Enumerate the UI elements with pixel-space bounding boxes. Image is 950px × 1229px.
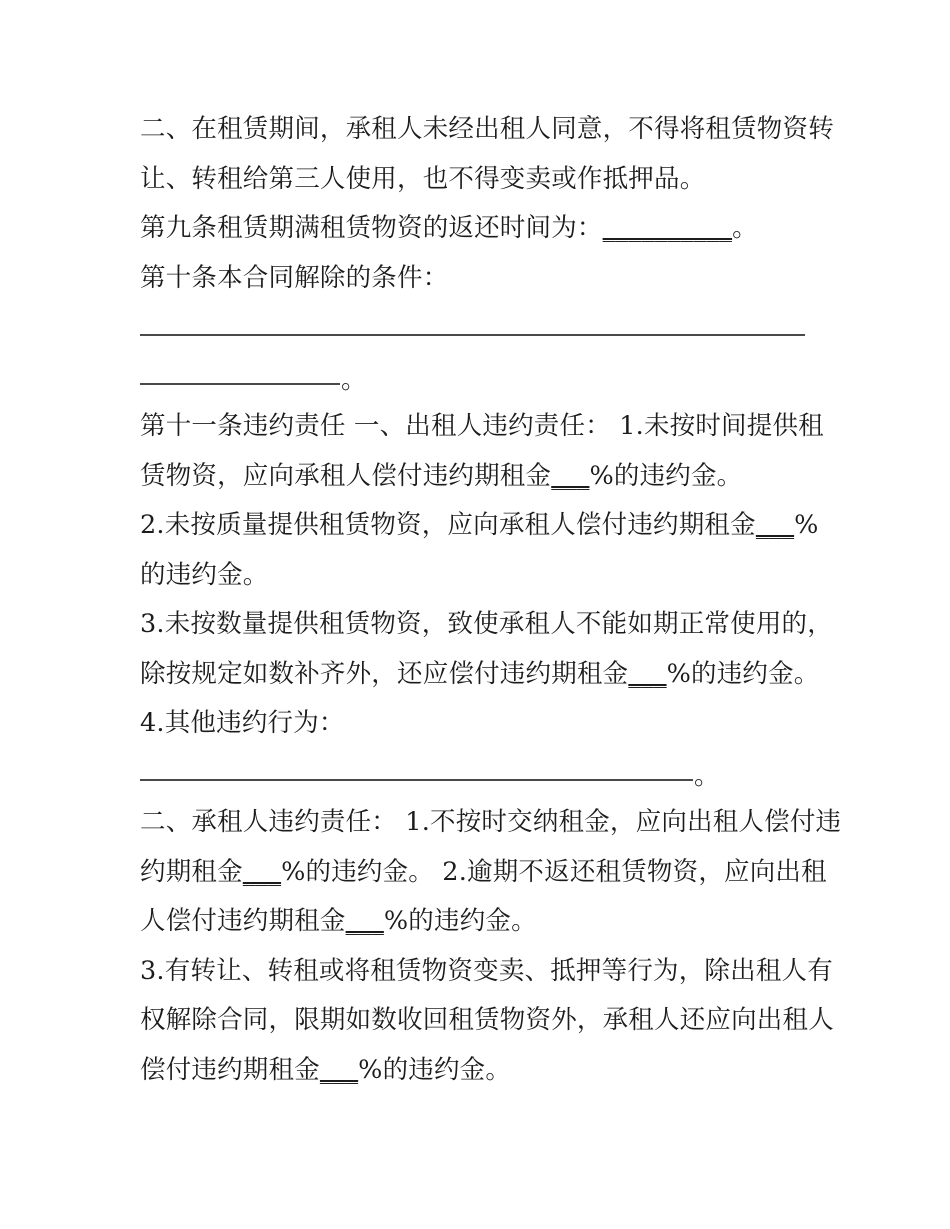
paragraph-line: 的违约金。: [140, 559, 269, 590]
blank-rule-line-long: [140, 303, 810, 353]
paragraph-line: [140, 650, 820, 700]
inline-blank-percent: ___: [319, 1054, 359, 1085]
paragraph-line: 3.有转让、转租或将租赁物资变卖、抵押等行为，除出租人有: [140, 955, 833, 986]
paragraph-line: 权解除合同，限期如数收回租赁物资外，承租人还应向出租人: [140, 1005, 834, 1035]
full-stop: 。: [694, 760, 720, 791]
paragraph-line: 让、转租给第三人使用，也不得变卖或作抵押品。: [140, 163, 706, 194]
paragraph-text: 偿付违约期租金: [140, 1054, 320, 1085]
clause-eleven-line: 第十一条违约责任 一、出租人违约责任： 1.未按时间提供租: [140, 411, 824, 441]
paragraph-line: 4.其他违约行为：: [140, 708, 345, 738]
paragraph-line: [140, 1046, 810, 1096]
document-body: [140, 105, 842, 1095]
paragraph-text: %的违约金。: [666, 658, 820, 689]
paragraph-line: 3.未按数量提供租赁物资，致使承租人不能如期正常使用的，: [140, 609, 833, 639]
paragraph-text: 2.未按质量提供租赁物资，应向承租人偿付违约期租金: [140, 510, 756, 540]
inline-blank-percent: ___: [755, 510, 795, 540]
inline-blank-underscore: __________: [602, 213, 733, 243]
paragraph-line: [140, 897, 810, 947]
paragraph-line: [140, 501, 819, 551]
clause-ten-line: 第十条本合同解除的条件：: [140, 262, 449, 293]
inline-blank-percent: ___: [628, 658, 667, 689]
blank-rule-line-medium: [140, 749, 810, 799]
full-stop: 。: [732, 213, 758, 243]
paragraph-line: 二、在租赁期间，承租人未经出租人同意，不得将租赁物资转: [140, 114, 834, 144]
full-stop: 。: [341, 364, 367, 395]
inline-blank-percent: ___: [242, 856, 282, 887]
paragraph-text: %的违约金。: [358, 1054, 512, 1085]
paragraph-text: 赁物资，应向承租人偿付违约期租金: [140, 460, 552, 491]
clause-nine-line: [140, 204, 810, 254]
blank-rule: [140, 779, 693, 781]
paragraph-line: [140, 452, 810, 502]
paragraph-line: 二、承租人违约责任： 1.不按时交纳租金，应向出租人偿付违: [140, 807, 842, 837]
blank-rule-line-short: [140, 353, 810, 403]
paragraph-text: %的违约金。: [383, 906, 537, 936]
inline-blank-percent: ___: [345, 906, 384, 936]
paragraph-text: %的违约金。 2.逾期不返还租赁物资，应向出租: [281, 856, 827, 887]
paragraph-text: 约期租金: [140, 856, 243, 887]
paragraph-line: [140, 848, 827, 898]
clause-nine-text: 第九条租赁期满租赁物资的返还时间为：: [140, 213, 603, 243]
paragraph-text: 人偿付违约期租金: [140, 906, 346, 936]
paragraph-text: 除按规定如数补齐外，还应偿付违约期租金: [140, 658, 629, 689]
blank-rule: [140, 334, 805, 336]
blank-rule: [140, 383, 340, 385]
paragraph-text: %的违约金。: [589, 460, 743, 491]
inline-blank-percent: ___: [551, 460, 590, 491]
paragraph-text: %: [794, 510, 819, 540]
